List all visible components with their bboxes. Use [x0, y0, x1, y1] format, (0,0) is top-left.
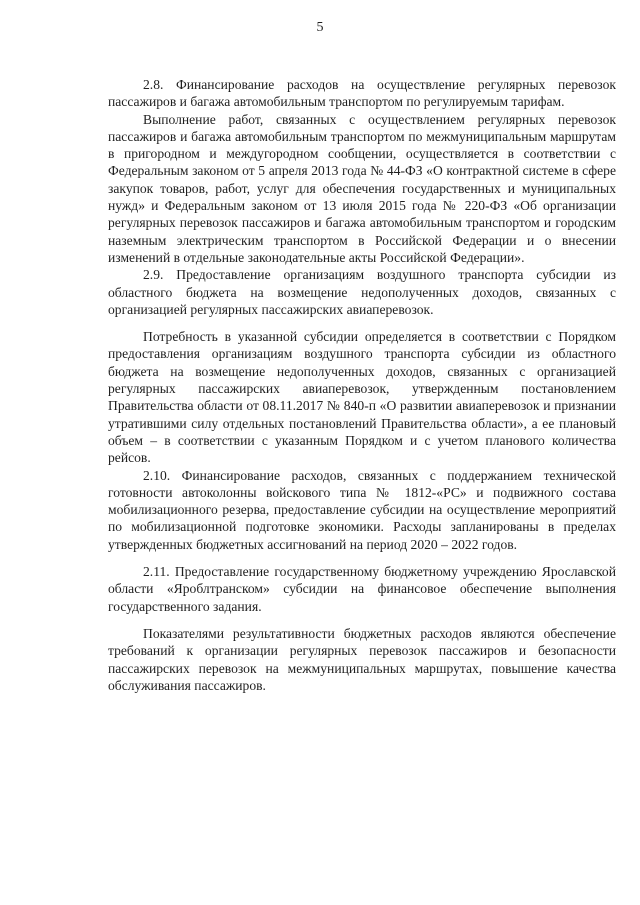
paragraph-2-10: 2.10. Финансирование расходов, связанных с поддержанием технической готовности автоколонны войскового типа № 1812-«РС» и подвижного состава мобилизационного резерва, предоставление субсидии на осуществление мероприятий по мобилизационной подготовке экономики. Расходы запланированы в пределах утвержденных бюджетных ассигнований на период 2020 – 2022 годов.: [108, 467, 616, 552]
paragraph-2-8: 2.8. Финансирование расходов на осуществление регулярных перевозок пассажиров и багажа автомобильным транспортом по регулируемым тарифам.: [108, 77, 616, 110]
paragraph-2-9-details: Потребность в указанной субсидии определяется в соответствии с Порядком предоставления организациям воздушного транспорта субсидии из областного бюджета на возмещение недополученных доходов, связанных с организацией регулярных пассажирских авиаперевозок, утвержденным постановлением Правительства области от 08.11.2017 № 840-п «О развитии авиаперевозок и признании утратившими силу отдельных постановлений Правительства области», а ее плановый объем – в соответствии с указанным Порядком и с учетом планового количества рейсов.: [108, 329, 616, 466]
document-body: [108, 76, 616, 694]
paragraph-2-9: 2.9. Предоставление организациям воздушного транспорта субсидии из областного бюджета на возмещение недополученных доходов, связанных с организацией регулярных пассажирских авиаперевозок.: [108, 267, 616, 317]
paragraph-2-8-details: Выполнение работ, связанных с осуществлением регулярных перевозок пассажиров и багажа автомобильным транспортом по межмуниципальным маршрутам в пригородном и междугородном сообщении, осуществляется в соответствии с Федеральным законом от 5 апреля 2013 года № 44-ФЗ «О контрактной системе в сфере закупок товаров, работ, услуг для обеспечения государственных и муниципальных нужд» и Федеральным законом от 13 июля 2015 года № 220-ФЗ «Об организации регулярных перевозок пассажиров и багажа автомобильным транспортом и городским наземным электрическим транспортом в Российской Федерации и о внесении изменений в отдельные законодательные акты Российской Федерации».: [108, 111, 616, 265]
page-number: 5: [316, 20, 324, 35]
paragraph-2-11: 2.11. Предоставление государственному бюджетному учреждению Ярославской области «Яроблтранском» субсидии на финансовое обеспечение выполнения государственного задания.: [108, 564, 616, 614]
paragraph-performance-indicators: Показателями результативности бюджетных расходов являются обеспечение требований к организации регулярных перевозок пассажиров и безопасности пассажирских перевозок на межмуниципальных маршрутах, повышение качества обслуживания пассажиров.: [108, 625, 616, 693]
